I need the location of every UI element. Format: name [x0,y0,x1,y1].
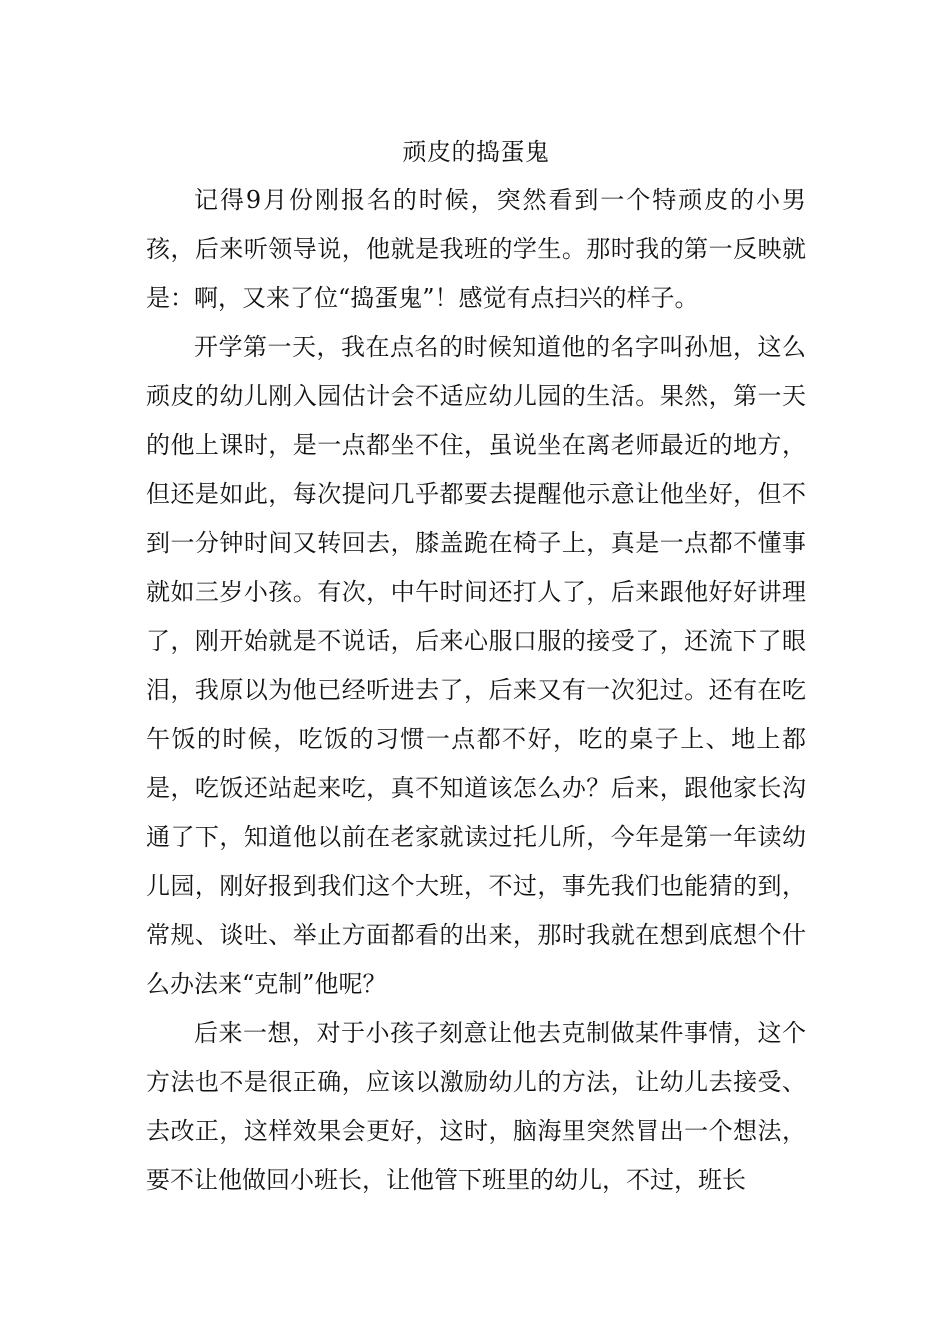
document-title: 顽皮的捣蛋鬼 [402,138,550,166]
paragraph-1: 记得9月份刚报名的时候，突然看到一个特顽皮的小男孩，后来听领导说，他就是我班的学生。那时我的第一反映就是：啊，又来了位“捣蛋鬼”！感觉有点扫兴的样子。 [146,186,806,312]
paragraph-3: 后来一想，对于小孩子刻意让他去克制做某件事情，这个方法也不是很正确，应该以激励幼儿的方法，让幼儿去接受、去改正，这样效果会更好，这时，脑海里突然冒出一个想法，要不让他做回小班长，让他管下班里的幼儿，不过，班长 [146,1019,806,1194]
document-page [146,128,806,1205]
paragraph-2: 开学第一天，我在点名的时候知道他的名字叫孙旭，这么顽皮的幼儿刚入园估计会不适应幼儿园的生活。果然，第一天的他上课时，是一点都坐不住，虽说坐在离老师最近的地方，但还是如此，每次提问几乎都要去提醒他示意让他坐好，但不到一分钟时间又转回去，膝盖跪在椅子上，真是一点都不懂事就如三岁小孩。有次，中午时间还打人了，后来跟他好好讲理了，刚开始就是不说话，后来心服口服的接受了，还流下了眼泪，我原以为他已经听进去了，后来又有一次犯过。还有在吃午饭的时候，吃饭的习惯一点都不好，吃的桌子上、地上都是，吃饭还站起来吃，真不知道该怎么办？后来，跟他家长沟通了下，知道他以前在老家就读过托儿所，今年是第一年读幼儿园，刚好报到我们这个大班，不过，事先我们也能猜的到，常规、谈吐、举止方面都看的出来，那时我就在想到底想个什么办法来“克制”他呢？ [146,333,806,998]
